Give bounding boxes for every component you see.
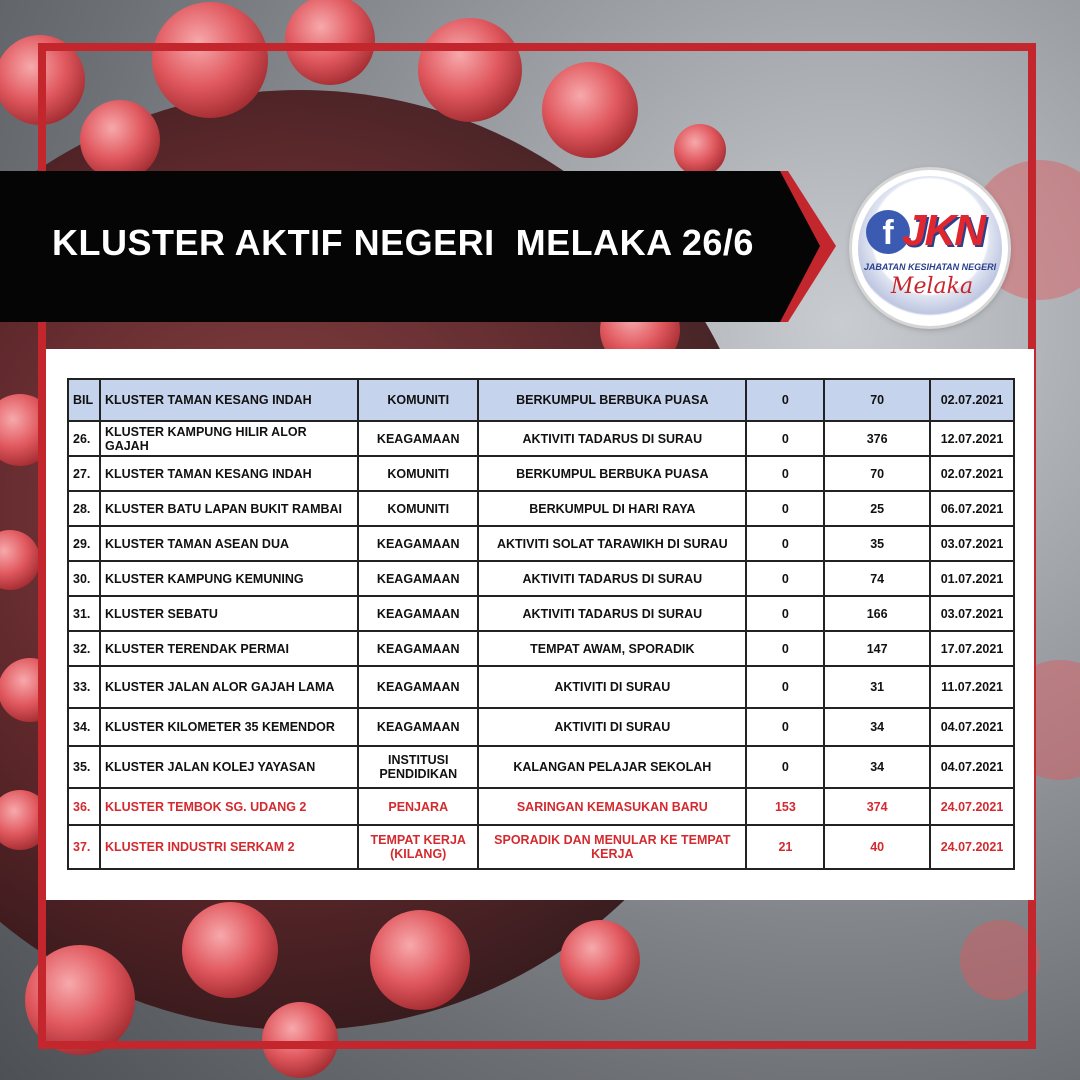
table-cell: 03.07.2021: [930, 596, 1014, 631]
table-row: [68, 631, 1014, 666]
table-cell: KLUSTER JALAN KOLEJ YAYASAN: [100, 746, 358, 788]
table-cell: 02.07.2021: [930, 456, 1014, 491]
header-cell: 0: [746, 379, 824, 421]
table-cell: KLUSTER KAMPUNG HILIR ALOR GAJAH: [100, 421, 358, 456]
table-cell: KLUSTER BATU LAPAN BUKIT RAMBAI: [100, 491, 358, 526]
table-cell: 26.: [68, 421, 100, 456]
table-row: [68, 825, 1014, 869]
table-row: [68, 561, 1014, 596]
header-cell: BIL: [68, 379, 100, 421]
header-cell: BERKUMPUL BERBUKA PUASA: [478, 379, 746, 421]
logo-jkn-text: JKN: [902, 206, 985, 255]
header-cell: 02.07.2021: [930, 379, 1014, 421]
header-cell: KOMUNITI: [358, 379, 478, 421]
logo-subtitle: JABATAN KESIHATAN NEGERI: [863, 262, 997, 272]
table-cell: 29.: [68, 526, 100, 561]
table-cell: 30.: [68, 561, 100, 596]
table-cell: 0: [746, 526, 824, 561]
table-cell: 166: [824, 596, 930, 631]
table-cell: 04.07.2021: [930, 746, 1014, 788]
jkn-melaka-logo: [852, 170, 1008, 326]
table-cell: AKTIVITI DI SURAU: [478, 666, 746, 708]
table-cell: 12.07.2021: [930, 421, 1014, 456]
table-cell: KLUSTER JALAN ALOR GAJAH LAMA: [100, 666, 358, 708]
table-cell: KLUSTER KAMPUNG KEMUNING: [100, 561, 358, 596]
table-cell: 0: [746, 708, 824, 746]
table-row: [68, 788, 1014, 825]
table-cell: SARINGAN KEMASUKAN BARU: [478, 788, 746, 825]
table-cell: 33.: [68, 666, 100, 708]
table-cell: KLUSTER TERENDAK PERMAI: [100, 631, 358, 666]
table-cell: KLUSTER INDUSTRI SERKAM 2: [100, 825, 358, 869]
table-cell: 0: [746, 631, 824, 666]
table-row: [68, 421, 1014, 456]
table-cell: AKTIVITI TADARUS DI SURAU: [478, 421, 746, 456]
table-cell: KLUSTER SEBATU: [100, 596, 358, 631]
table-cell: BERKUMPUL DI HARI RAYA: [478, 491, 746, 526]
table-cell: KALANGAN PELAJAR SEKOLAH: [478, 746, 746, 788]
table-cell: AKTIVITI DI SURAU: [478, 708, 746, 746]
logo-script-text: Melaka: [890, 274, 974, 299]
table-header-row: [68, 379, 1014, 421]
table-cell: BERKUMPUL BERBUKA PUASA: [478, 456, 746, 491]
table-cell: KLUSTER TAMAN KESANG INDAH: [100, 456, 358, 491]
table-cell: 21: [746, 825, 824, 869]
table-cell: 01.07.2021: [930, 561, 1014, 596]
table-row: [68, 491, 1014, 526]
table-cell: KLUSTER TEMBOK SG. UDANG 2: [100, 788, 358, 825]
table-cell: INSTITUSI PENDIDIKAN: [358, 746, 478, 788]
table-cell: 11.07.2021: [930, 666, 1014, 708]
table-cell: 06.07.2021: [930, 491, 1014, 526]
table-row: [68, 746, 1014, 788]
table-row: [68, 456, 1014, 491]
table-cell: 376: [824, 421, 930, 456]
table-cell: 36.: [68, 788, 100, 825]
table-cell: 70: [824, 456, 930, 491]
table-cell: 31.: [68, 596, 100, 631]
table-cell: 35: [824, 526, 930, 561]
table-cell: 28.: [68, 491, 100, 526]
table-cell: AKTIVITI TADARUS DI SURAU: [478, 596, 746, 631]
table-cell: 374: [824, 788, 930, 825]
table-cell: 03.07.2021: [930, 526, 1014, 561]
table-cell: KEAGAMAAN: [358, 631, 478, 666]
table-cell: KEAGAMAAN: [358, 561, 478, 596]
cluster-table: [67, 378, 1015, 870]
table-cell: 0: [746, 491, 824, 526]
table-cell: KEAGAMAAN: [358, 421, 478, 456]
table-cell: 74: [824, 561, 930, 596]
table-cell: 35.: [68, 746, 100, 788]
table-cell: 0: [746, 596, 824, 631]
table-cell: 0: [746, 421, 824, 456]
table-row: [68, 666, 1014, 708]
table-cell: KEAGAMAAN: [358, 666, 478, 708]
table-cell: 34: [824, 708, 930, 746]
table-cell: KEAGAMAAN: [358, 526, 478, 561]
table-row: [68, 708, 1014, 746]
table-cell: KLUSTER TAMAN ASEAN DUA: [100, 526, 358, 561]
table-cell: 32.: [68, 631, 100, 666]
cluster-table-body: [68, 379, 1014, 869]
table-cell: 0: [746, 746, 824, 788]
table-cell: KLUSTER KILOMETER 35 KEMENDOR: [100, 708, 358, 746]
table-cell: AKTIVITI TADARUS DI SURAU: [478, 561, 746, 596]
header-cell: 70: [824, 379, 930, 421]
table-cell: 0: [746, 561, 824, 596]
table-cell: TEMPAT KERJA (KILANG): [358, 825, 478, 869]
table-row: [68, 596, 1014, 631]
table-cell: KEAGAMAAN: [358, 708, 478, 746]
table-cell: SPORADIK DAN MENULAR KE TEMPAT KERJA: [478, 825, 746, 869]
facebook-icon: f: [866, 210, 910, 254]
table-cell: 24.07.2021: [930, 825, 1014, 869]
table-cell: 0: [746, 456, 824, 491]
table-cell: 34: [824, 746, 930, 788]
table-cell: PENJARA: [358, 788, 478, 825]
table-cell: 31: [824, 666, 930, 708]
table-cell: AKTIVITI SOLAT TARAWIKH DI SURAU: [478, 526, 746, 561]
table-cell: KOMUNITI: [358, 456, 478, 491]
table-cell: 40: [824, 825, 930, 869]
table-cell: 04.07.2021: [930, 708, 1014, 746]
table-cell: KOMUNITI: [358, 491, 478, 526]
table-cell: 153: [746, 788, 824, 825]
table-cell: 37.: [68, 825, 100, 869]
table-cell: 0: [746, 666, 824, 708]
table-cell: 24.07.2021: [930, 788, 1014, 825]
table-cell: 27.: [68, 456, 100, 491]
table-cell: KEAGAMAAN: [358, 596, 478, 631]
table-cell: 17.07.2021: [930, 631, 1014, 666]
table-cell: 147: [824, 631, 930, 666]
table-cell: TEMPAT AWAM, SPORADIK: [478, 631, 746, 666]
page-title: KLUSTER AKTIF NEGERI MELAKA 26/6: [52, 222, 754, 263]
table-cell: 25: [824, 491, 930, 526]
table-cell: 34.: [68, 708, 100, 746]
table-row: [68, 526, 1014, 561]
header-cell: KLUSTER TAMAN KESANG INDAH: [100, 379, 358, 421]
